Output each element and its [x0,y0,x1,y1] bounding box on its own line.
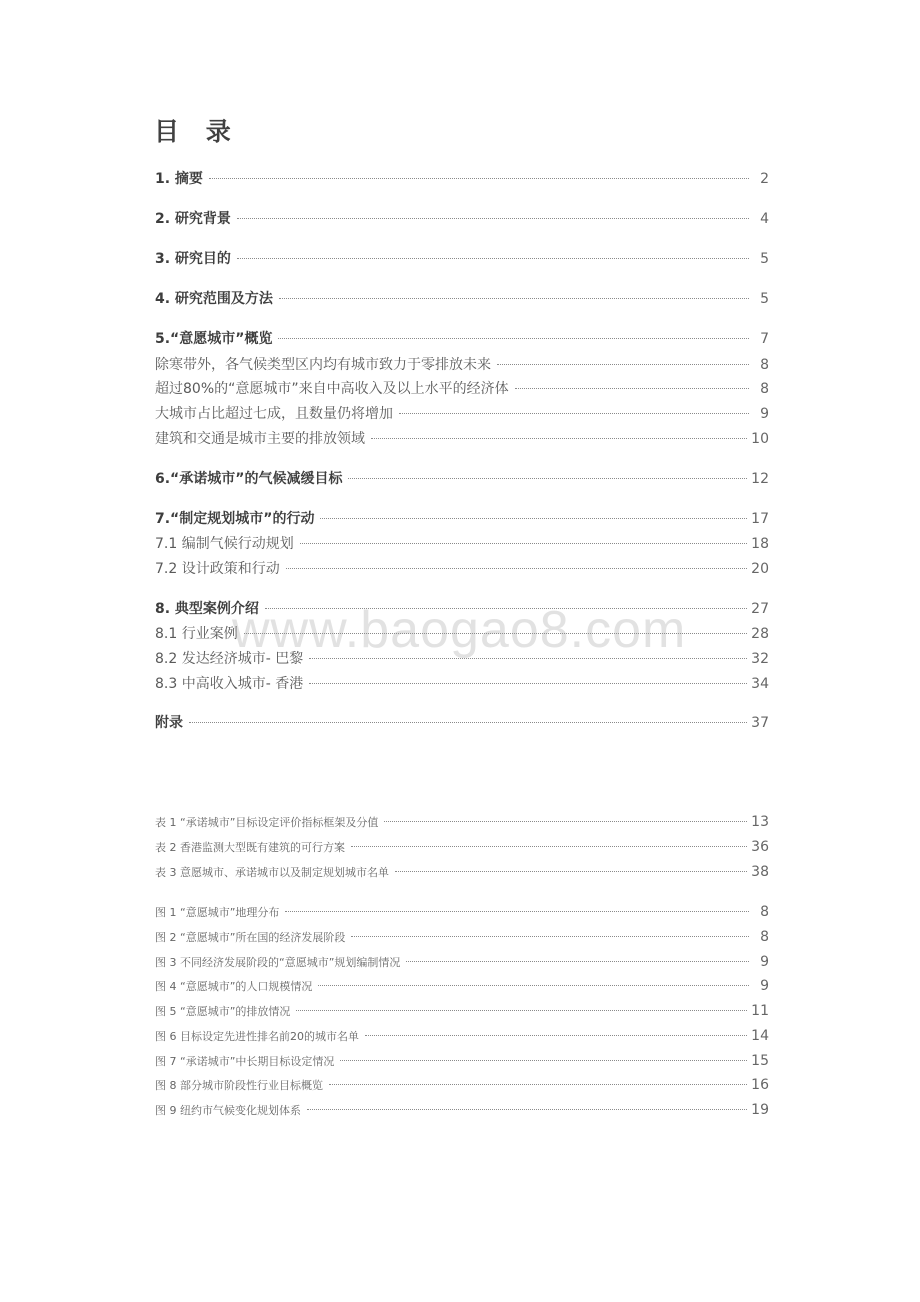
toc-subentry[interactable] [155,533,769,553]
toc-entry-page: 17 [751,511,769,527]
figure-entry-page: 8 [760,904,769,920]
dot-leader [244,633,747,634]
dot-leader [189,722,747,723]
figure-list-entry[interactable] [155,978,769,994]
dot-leader [296,1010,747,1011]
toc-entry-page: 7 [760,331,769,347]
toc-entry-page: 27 [751,601,769,617]
toc-entry-page: 4 [760,211,769,227]
toc-entry-label: 7.2 设计政策和行动 [155,561,280,577]
dot-leader [371,438,747,439]
dot-leader [237,218,749,219]
toc-entry-label: 8.2 发达经济城市- 巴黎 [155,651,304,667]
toc-entry-label: 7.1 编制气候行动规划 [155,536,294,552]
dot-leader [307,1109,747,1110]
dot-leader [286,568,747,569]
dot-leader [320,518,747,519]
dot-leader [279,298,749,299]
figure-entry-label: 图 6 目标设定先进性排名前20的城市名单 [155,1030,359,1043]
toc-subentry[interactable] [155,558,769,578]
figure-entry-label: 图 2 “意愿城市”所在国的经济发展阶段 [155,931,346,944]
toc-entry-label: 大城市占比超过七成，且数量仍将增加 [155,406,393,422]
figure-list-entry[interactable] [155,1028,769,1044]
toc-entry-label: 5.“意愿城市”概览 [155,331,273,347]
table-list-entry[interactable] [155,864,769,880]
table-entry-label: 表 2 香港监测大型既有建筑的可行方案 [155,841,345,854]
toc-entry[interactable] [155,712,769,732]
watermark: www.baogao8.com [232,601,687,659]
dot-leader [237,258,749,259]
dot-leader [318,985,749,986]
dot-leader [285,911,749,912]
dot-leader [351,846,747,847]
table-entry-page: 13 [751,814,769,830]
toc-entry-page: 28 [751,626,769,642]
dot-leader [340,1060,747,1061]
dot-leader [395,871,747,872]
dot-leader [515,388,749,389]
figure-entry-page: 19 [751,1102,769,1118]
figure-entry-label: 图 9 纽约市气候变化规划体系 [155,1104,301,1117]
toc-entry-page: 12 [751,471,769,487]
figure-entry-page: 11 [751,1003,769,1019]
toc-subentry[interactable] [155,354,769,374]
figure-list-entry[interactable] [155,954,769,970]
toc-entry[interactable] [155,328,769,348]
table-list-entry[interactable] [155,814,769,830]
toc-entry-label: 2. 研究背景 [155,211,231,227]
toc-subentry[interactable] [155,378,769,398]
toc-entry-page: 32 [751,651,769,667]
toc-entry-page: 8 [760,381,769,397]
figure-entry-page: 9 [760,978,769,994]
toc-entry[interactable] [155,468,769,488]
figure-entry-page: 15 [751,1053,769,1069]
page-title: 目 录 [154,117,240,146]
toc-entry-label: 除寒带外，各气候类型区内均有城市致力于零排放未来 [155,357,491,373]
toc-entry-label: 超过80%的“意愿城市”来自中高收入及以上水平的经济体 [155,381,509,397]
figure-list-entry[interactable] [155,1003,769,1019]
toc-entry-page: 9 [760,406,769,422]
dot-leader [209,178,749,179]
table-entry-label: 表 1 “承诺城市”目标设定评价指标框架及分值 [155,816,379,829]
toc-entry[interactable] [155,288,769,308]
toc-entry[interactable] [155,168,769,188]
toc-entry-label: 6.“承诺城市”的气候减缓目标 [155,471,343,487]
dot-leader [300,543,747,544]
figure-entry-page: 14 [751,1028,769,1044]
toc-entry-page: 20 [751,561,769,577]
figure-entry-label: 图 4 “意愿城市”的人口规模情况 [155,980,313,993]
figure-entry-label: 图 7 “承诺城市”中长期目标设定情况 [155,1055,335,1068]
figure-entry-label: 图 5 “意愿城市”的排放情况 [155,1005,291,1018]
figure-list-entry[interactable] [155,1077,769,1093]
toc-subentry[interactable] [155,648,769,668]
figure-list-entry[interactable] [155,904,769,920]
toc-entry-page: 10 [751,431,769,447]
figure-entry-page: 9 [760,954,769,970]
toc-entry-label: 8. 典型案例介绍 [155,601,259,617]
table-entry-page: 36 [751,839,769,855]
toc-entry-label: 3. 研究目的 [155,251,231,267]
toc-entry-label: 4. 研究范围及方法 [155,291,273,307]
dot-leader [329,1084,747,1085]
toc-entry-page: 8 [760,357,769,373]
toc-entry-page: 5 [760,291,769,307]
dot-leader [265,608,747,609]
toc-entry-label: 1. 摘要 [155,171,203,187]
dot-leader [365,1035,747,1036]
figure-entry-page: 8 [760,929,769,945]
dot-leader [309,683,747,684]
dot-leader [384,821,747,822]
toc-entry-page: 18 [751,536,769,552]
dot-leader [399,413,749,414]
toc-entry-label: 建筑和交通是城市主要的排放领域 [155,431,365,447]
figure-entry-label: 图 3 不同经济发展阶段的“意愿城市”规划编制情况 [155,956,401,969]
dot-leader [348,478,747,479]
figure-list-entry[interactable] [155,929,769,945]
dot-leader [497,364,749,365]
table-list-entry[interactable] [155,839,769,855]
toc-entry-page: 2 [760,171,769,187]
dot-leader [278,338,749,339]
toc-entry[interactable] [155,598,769,618]
toc-subentry[interactable] [155,623,769,643]
figure-list-entry[interactable] [155,1053,769,1069]
toc-entry[interactable] [155,208,769,228]
table-entry-page: 38 [751,864,769,880]
dot-leader [351,936,749,937]
dot-leader [406,961,749,962]
toc-entry-page: 34 [751,676,769,692]
toc-entry[interactable] [155,508,769,528]
toc-entry[interactable] [155,248,769,268]
figure-entry-page: 16 [751,1077,769,1093]
toc-subentry[interactable] [155,428,769,448]
figure-entry-label: 图 1 “意愿城市”地理分布 [155,906,280,919]
figure-list-entry[interactable] [155,1102,769,1118]
toc-entry-label: 附录 [155,715,183,731]
toc-entry-page: 5 [760,251,769,267]
toc-entry-label: 7.“制定规划城市”的行动 [155,511,315,527]
toc-entry-page: 37 [751,715,769,731]
table-entry-label: 表 3 意愿城市、承诺城市以及制定规划城市名单 [155,866,389,879]
toc-subentry[interactable] [155,403,769,423]
toc-entry-label: 8.3 中高收入城市- 香港 [155,676,304,692]
dot-leader [309,658,747,659]
toc-entry-label: 8.1 行业案例 [155,626,238,642]
figure-entry-label: 图 8 部分城市阶段性行业目标概览 [155,1079,323,1092]
toc-subentry[interactable] [155,673,769,693]
